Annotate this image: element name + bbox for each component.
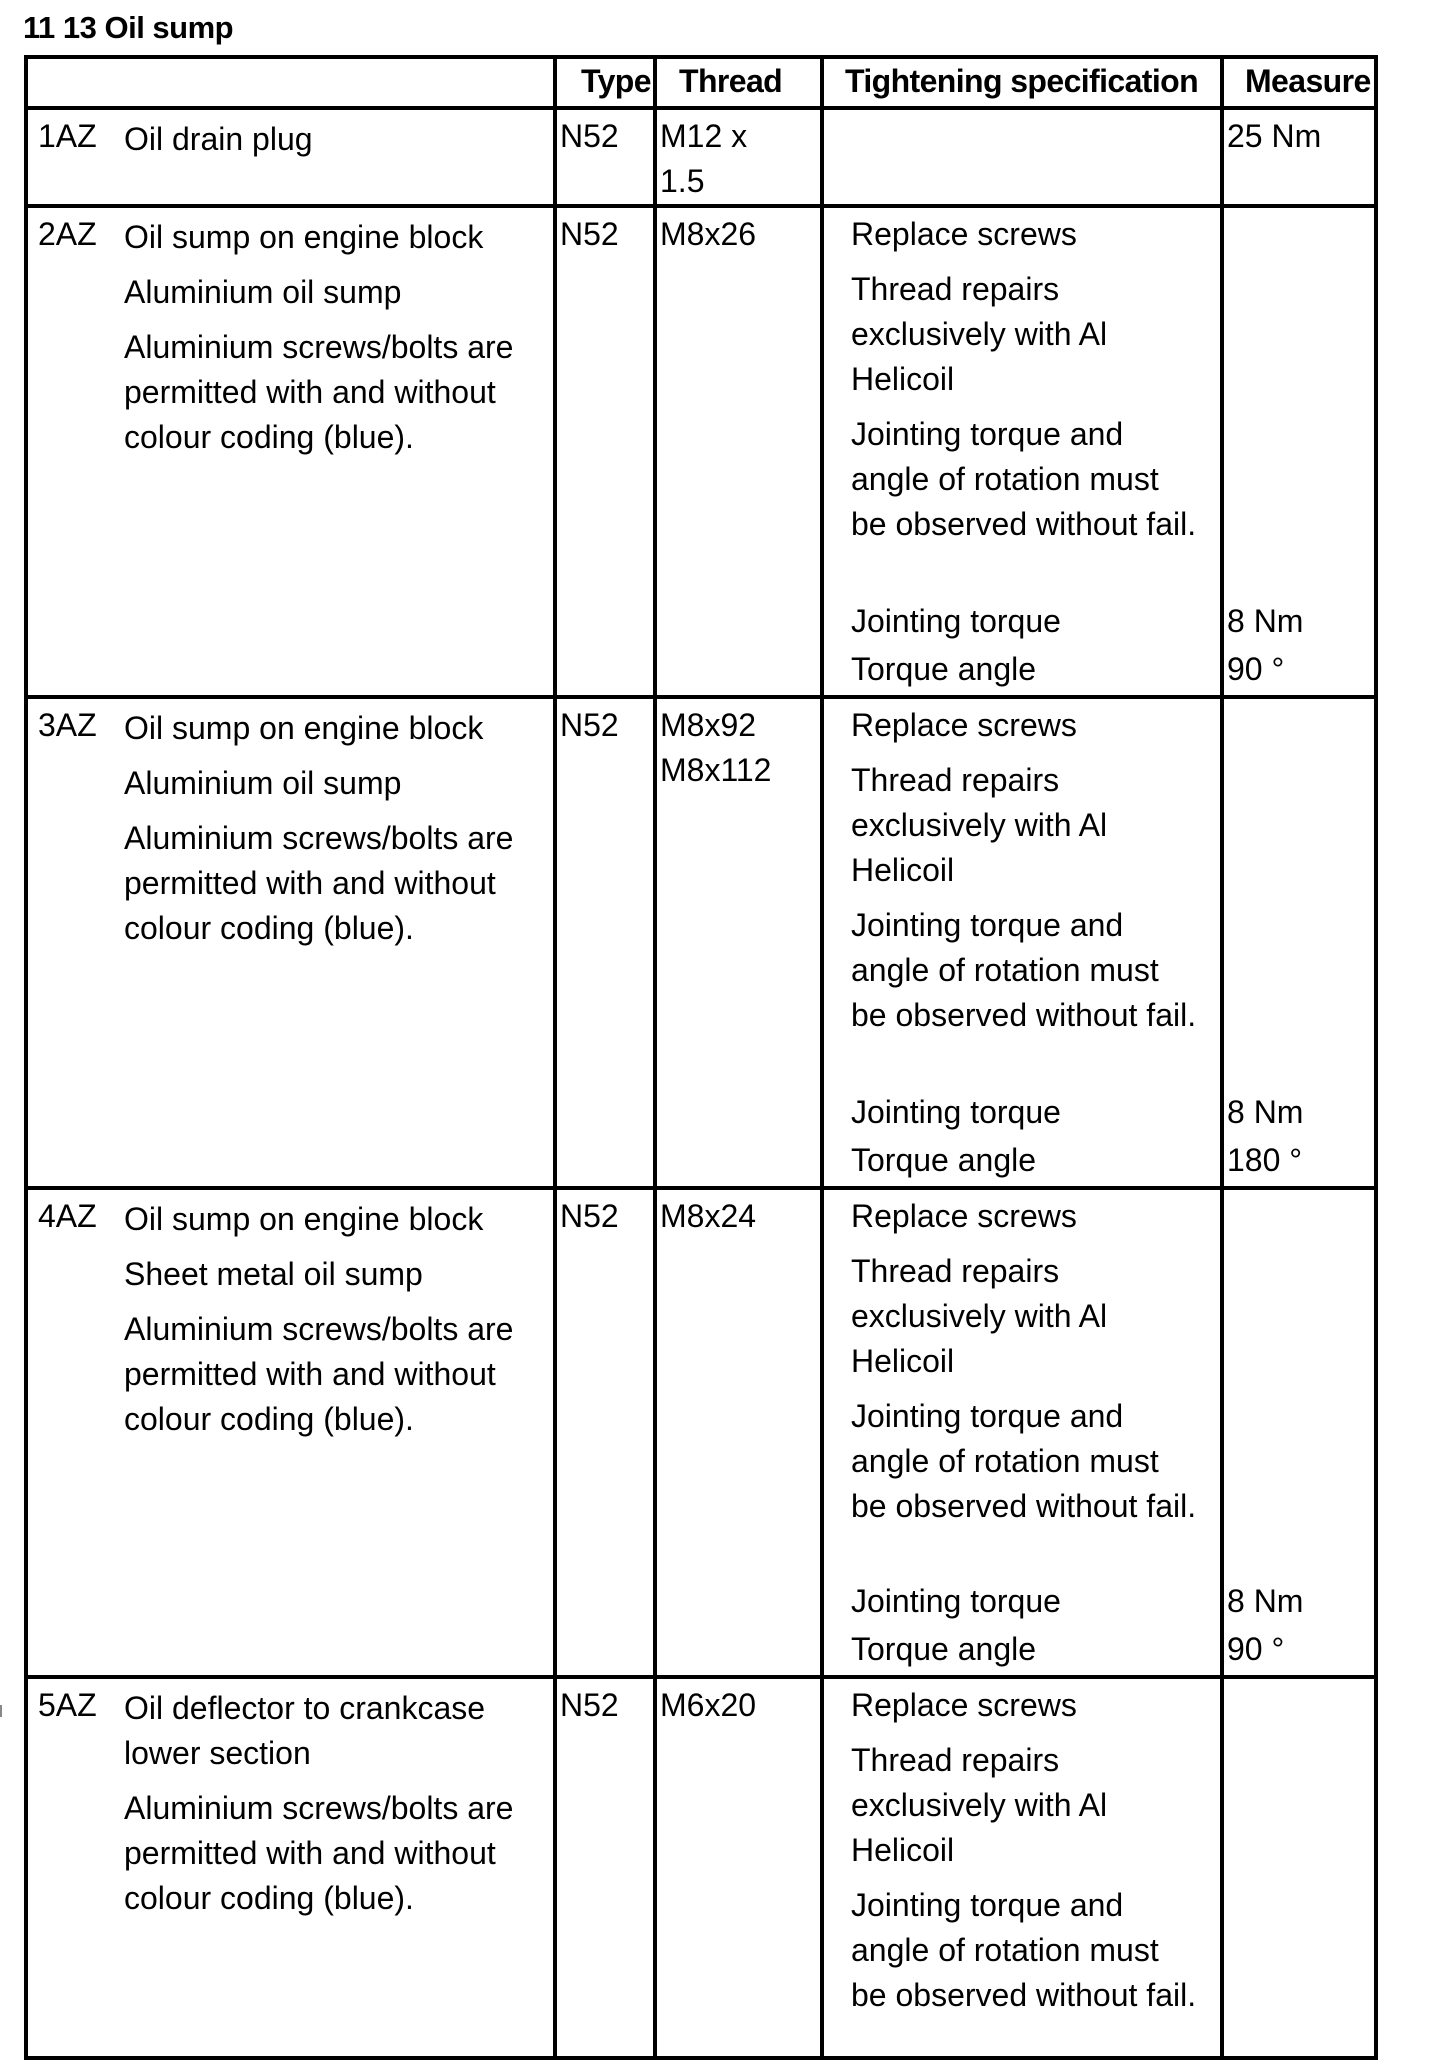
row-id: 1AZ <box>38 118 97 154</box>
row-id: 4AZ <box>38 1198 97 1234</box>
angle-label: Torque angle <box>851 1142 1037 1178</box>
row-divider <box>28 695 1374 699</box>
row-id: 5AZ <box>38 1687 97 1723</box>
row-measure: 25 Nm <box>1227 118 1322 154</box>
row-description: Oil deflector to crankcase lower section Aluminium screws/bolts are permitted with and without colour coding (blue). <box>124 1690 514 1916</box>
row-thread-2: M8x112 <box>660 752 772 788</box>
col-divider <box>820 59 824 2056</box>
torque-label: Jointing torque <box>851 603 1061 639</box>
row-thread: M8x26 <box>660 216 757 252</box>
angle-label: Torque angle <box>851 1631 1037 1667</box>
row-description: Oil sump on engine block Sheet metal oil sump Aluminium screws/bolts are permitted with and without colour coding (blue). <box>124 1201 514 1437</box>
angle-value: 90 ° <box>1227 651 1285 687</box>
col-divider <box>653 59 657 2056</box>
row-description: Oil sump on engine block Aluminium oil sump Aluminium screws/bolts are permitted with and without colour coding (blue). <box>124 219 514 455</box>
row-specs: Replace screws Thread repairs exclusively with Al Helicoil Jointing torque and angle of rotation must be observed without fail. <box>851 707 1197 1033</box>
torque-label: Jointing torque <box>851 1583 1061 1619</box>
row-specs: Replace screws Thread repairs exclusively with Al Helicoil Jointing torque and angle of rotation must be observed without fail. <box>851 216 1197 542</box>
header-type: Type <box>581 63 651 99</box>
row-type: N52 <box>560 1687 619 1723</box>
page-edge-mark <box>0 1705 2 1717</box>
col-divider <box>553 59 557 2056</box>
row-id: 3AZ <box>38 707 97 743</box>
row-thread: M6x20 <box>660 1687 757 1723</box>
row-thread: M8x24 <box>660 1198 757 1234</box>
row-type: N52 <box>560 707 619 743</box>
row-divider <box>28 204 1374 208</box>
row-thread: M12 x 1.5 <box>660 118 748 199</box>
row-thread: M8x92 <box>660 707 757 743</box>
row-type: N52 <box>560 1198 619 1234</box>
angle-value: 90 ° <box>1227 1631 1285 1667</box>
row-description: Oil sump on engine block Aluminium oil sump Aluminium screws/bolts are permitted with and without colour coding (blue). <box>124 710 514 946</box>
row-type: N52 <box>560 216 619 252</box>
torque-label: Jointing torque <box>851 1094 1061 1130</box>
torque-table <box>24 55 1378 2060</box>
row-specs: Replace screws Thread repairs exclusively with Al Helicoil Jointing torque and angle of rotation must be observed without fail. <box>851 1198 1197 1524</box>
torque-value: 8 Nm <box>1227 1094 1304 1130</box>
header-measure: Measure <box>1245 63 1371 99</box>
row-divider <box>28 1186 1374 1190</box>
torque-value: 8 Nm <box>1227 1583 1304 1619</box>
angle-label: Torque angle <box>851 651 1037 687</box>
torque-value: 8 Nm <box>1227 603 1304 639</box>
row-divider <box>28 106 1374 110</box>
header-spec: Tightening specification <box>845 63 1199 99</box>
header-thread: Thread <box>679 63 783 99</box>
row-type: N52 <box>560 118 619 154</box>
row-id: 2AZ <box>38 216 97 252</box>
col-divider <box>1220 59 1224 2056</box>
row-specs: Replace screws Thread repairs exclusively with Al Helicoil Jointing torque and angle of rotation must be observed without fail. <box>851 1687 1197 2013</box>
page-title: 11 13 Oil sump <box>23 10 234 45</box>
angle-value: 180 ° <box>1227 1142 1303 1178</box>
row-divider <box>28 1675 1374 1679</box>
row-description: Oil drain plug <box>124 121 313 157</box>
